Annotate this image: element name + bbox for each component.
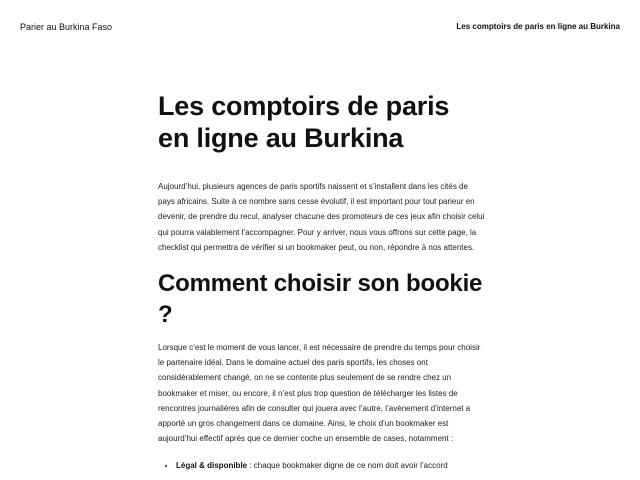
list-item-text: : chaque bookmaker digne de ce nom doit avoir l’accord — [247, 461, 448, 471]
section-paragraph: Lorsque c’est le moment de vous lancer, il est nécessaire de prendre du temps pour choisir le partenaire idéal. Dans le domaine actuel des paris sportifs, les choses ont considérablement changé, on ne se contente plus seulement de se rendre chez un bookmaker et miser, ou encore, il n’est plus trop question de télécharger les listes de rencontres journalières afin de consulter qui jouera avec l’autre, l’avènement d’internet a apporté un gros changement dans ce domaine. Ainsi, le choix d’un bookmaker est aujourd’hui effectif après que ce dernier coche un ensemble de cases, notamment : — [158, 343, 481, 444]
intro-paragraph: Aujourd’hui, plusieurs agences de paris sportifs naissent et s’installent dans les cités de pays africains. Suite à ce nombre sans cesse évolutif, il est important pour tout parieur en devenir, de prendre du recul, analyser chacune des promoteurs de ces jeux afin choisir celui qui pourra valablement l’accompagner. Pour y arriver, nous vous offrons sur cette page, la checklist qui permettra de vérifier si un bookmaker peut, ou non, répondre à nos attentes. — [158, 182, 485, 252]
article-content — [158, 90, 486, 474]
list-item — [176, 458, 486, 473]
list-item-label: Légal & disponible — [176, 461, 248, 471]
page-title: Les comptoirs de paris en ligne au Burkina — [158, 91, 450, 153]
nav-link-comptoirs[interactable]: Les comptoirs de paris en ligne au Burkina — [456, 22, 620, 31]
site-title-link[interactable]: Parier au Burkina Faso — [20, 22, 113, 32]
section-heading: Comment choisir son bookie ? — [158, 270, 483, 329]
site-header — [0, 0, 640, 56]
criteria-list — [158, 458, 486, 473]
